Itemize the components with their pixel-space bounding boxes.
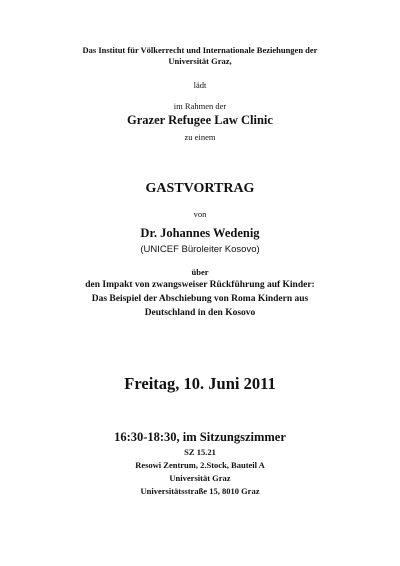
university-name: Universität Graz [169,473,231,483]
article-text: zu einem [184,132,216,142]
building-info: Resowi Zentrum, 2.Stock, Bauteil A [135,460,265,470]
event-date: Freitag, 10. Juni 2011 [124,374,276,393]
about-text: über [191,267,209,277]
event-time-room: 16:30-18:30, im Sitzungszimmer [114,430,286,444]
event-type-title: GASTVORTRAG [145,181,255,196]
institute-name-line1: Das Institut für Völkerrecht und Internationale Beziehungen der [82,45,318,55]
talk-topic-line3: Deutschland in den Kosovo [144,308,256,318]
by-text: von [193,209,207,219]
talk-topic-line1: den Impakt von zwangsweiser Rückführung auf Kinder: [85,280,315,290]
street-address: Universitätsstraße 15, 8010 Graz [140,486,260,496]
speaker-name: Dr. Johannes Wedenig [140,226,260,240]
talk-topic-line2: Das Beispiel der Abschiebung von Roma Kindern aus [91,294,309,304]
invites-verb: lädt [193,80,207,90]
clinic-name: Grazer Refugee Law Clinic [127,113,273,127]
room-code: SZ 15.21 [184,447,216,457]
framework-intro: im Rahmen der [173,101,227,111]
institute-name-line2: Universität Graz, [168,56,232,66]
speaker-role: (UNICEF Büroleiter Kosovo) [140,244,260,255]
